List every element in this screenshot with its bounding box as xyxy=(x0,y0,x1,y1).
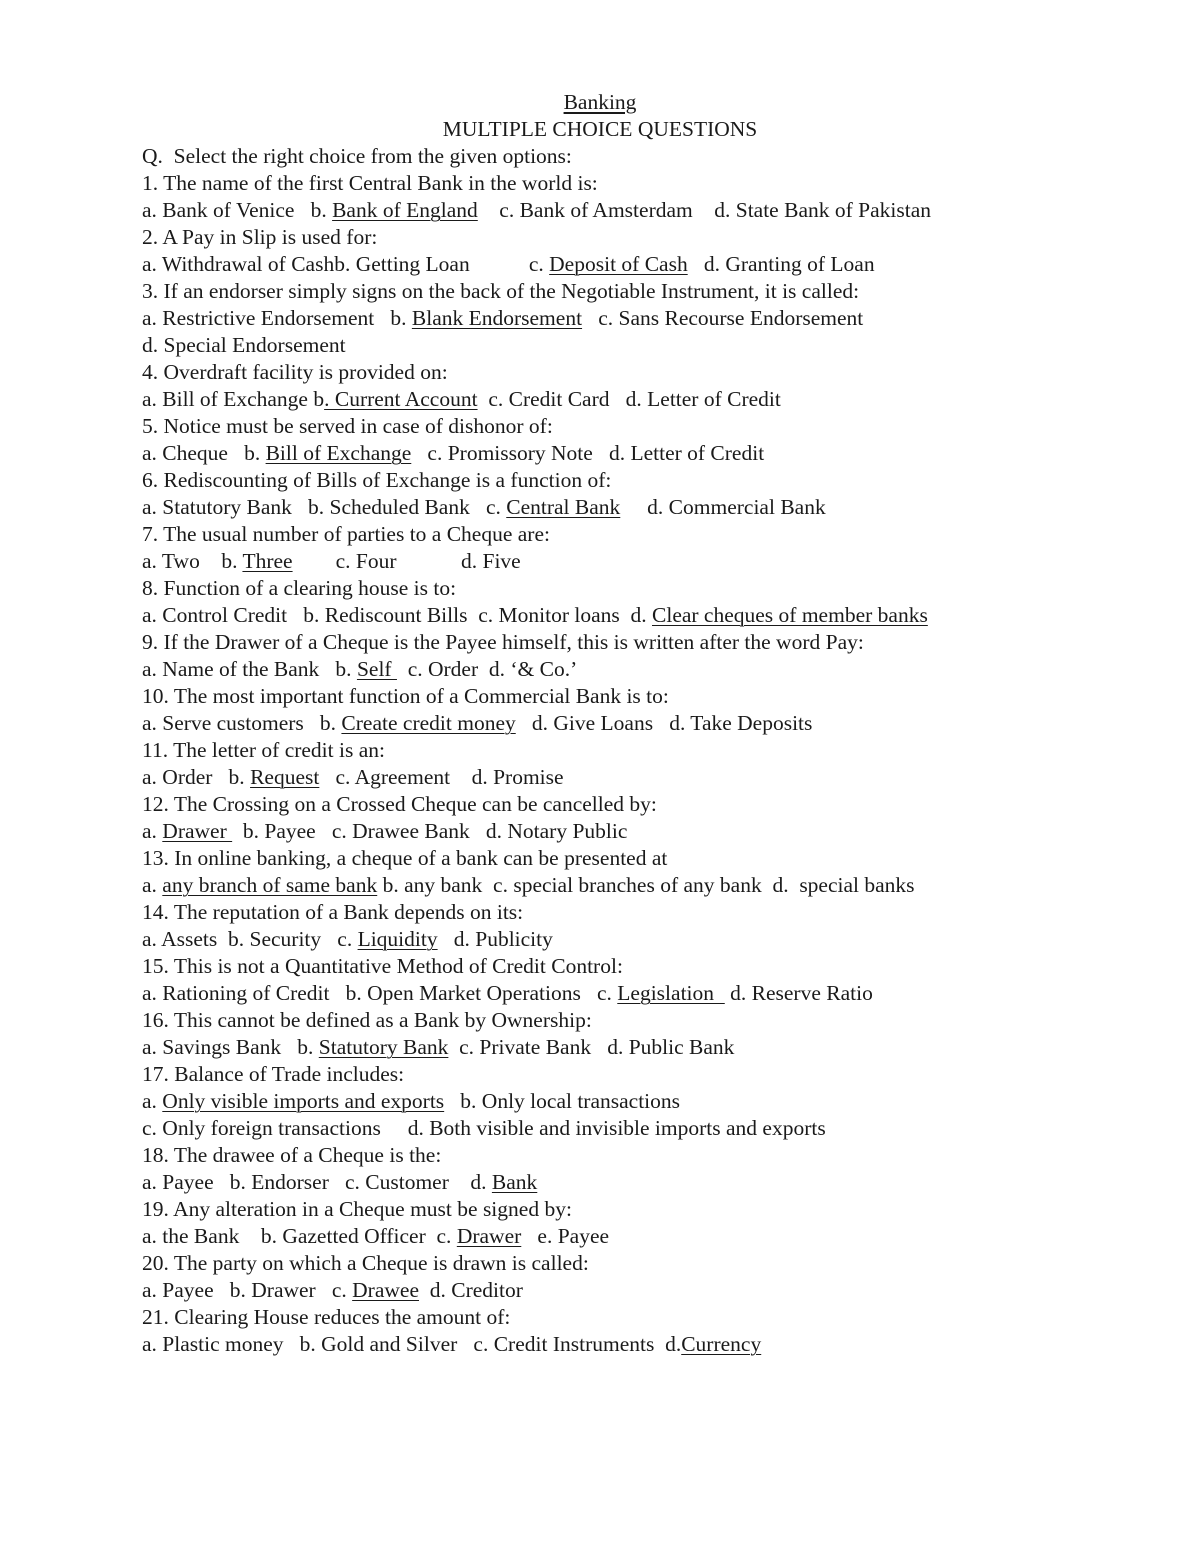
question-line xyxy=(142,1196,1142,1223)
line-text: a. xyxy=(142,1089,163,1113)
correct-answer: Clear cheques of member banks xyxy=(652,603,928,627)
question-line xyxy=(142,413,1142,440)
line-text: 13. In online banking, a cheque of a bank can be presented at xyxy=(142,846,668,870)
question-list xyxy=(142,143,1142,1358)
line-text: a. xyxy=(142,819,163,843)
correct-answer: Bill of Exchange xyxy=(265,441,412,465)
options-line xyxy=(142,980,1142,1007)
options-line xyxy=(142,818,1142,845)
correct-answer: Central Bank xyxy=(506,495,621,519)
options-line xyxy=(142,305,1142,332)
line-text: d. Publicity xyxy=(437,927,553,951)
options-line xyxy=(142,602,1142,629)
question-line xyxy=(142,143,1142,170)
options-line xyxy=(142,926,1142,953)
line-text: 4. Overdraft facility is provided on: xyxy=(142,360,448,384)
question-line xyxy=(142,1304,1142,1331)
line-text: d. Commercial Bank xyxy=(620,495,826,519)
line-text: a. Withdrawal of Cashb. Getting Loan c. xyxy=(142,252,550,276)
line-text: a. Order b. xyxy=(142,765,251,789)
line-text: b. Only local transactions xyxy=(444,1089,681,1113)
line-text: a. xyxy=(142,873,163,897)
question-line xyxy=(142,170,1142,197)
options-line xyxy=(142,548,1142,575)
options-line xyxy=(142,251,1142,278)
options-line xyxy=(142,1331,1142,1358)
correct-answer: Drawer xyxy=(456,1224,522,1248)
line-text: 10. The most important function of a Commercial Bank is to: xyxy=(142,684,669,708)
line-text: a. Rationing of Credit b. Open Market Operations c. xyxy=(142,981,618,1005)
line-text: a. Bill of Exchange b xyxy=(142,387,325,411)
correct-answer: Deposit of Cash xyxy=(549,252,688,276)
line-text: 12. The Crossing on a Crossed Cheque can be cancelled by: xyxy=(142,792,657,816)
document-title: Banking xyxy=(563,90,637,114)
correct-answer: Legislation xyxy=(617,981,725,1005)
correct-answer: Drawee xyxy=(352,1278,419,1302)
line-text: c. Promissory Note d. Letter of Credit xyxy=(411,441,765,465)
line-text: a. Statutory Bank b. Scheduled Bank c. xyxy=(142,495,507,519)
options-line xyxy=(142,1034,1142,1061)
options-line xyxy=(142,1115,1142,1142)
line-text: 19. Any alteration in a Cheque must be signed by: xyxy=(142,1197,572,1221)
line-text: c. Agreement d. Promise xyxy=(319,765,564,789)
options-line xyxy=(142,872,1142,899)
line-text: 15. This is not a Quantitative Method of Credit Control: xyxy=(142,954,623,978)
question-line xyxy=(142,278,1142,305)
correct-answer: Currency xyxy=(681,1332,762,1356)
question-line xyxy=(142,1007,1142,1034)
line-text: c. Order d. ‘& Co.’ xyxy=(396,657,578,681)
options-line xyxy=(142,440,1142,467)
options-line xyxy=(142,386,1142,413)
line-text: a. Cheque b. xyxy=(142,441,266,465)
line-text: e. Payee xyxy=(521,1224,610,1248)
correct-answer: Three xyxy=(242,549,293,573)
question-line xyxy=(142,1250,1142,1277)
options-line xyxy=(142,764,1142,791)
question-line xyxy=(142,1142,1142,1169)
question-line xyxy=(142,1061,1142,1088)
document-subtitle: MULTIPLE CHOICE QUESTIONS xyxy=(442,117,758,141)
line-text: a. the Bank b. Gazetted Officer c. xyxy=(142,1224,457,1248)
question-line xyxy=(142,467,1142,494)
correct-answer: Self xyxy=(356,657,397,681)
line-text: 16. This cannot be defined as a Bank by Ownership: xyxy=(142,1008,592,1032)
options-line xyxy=(142,494,1142,521)
correct-answer: Only visible imports and exports xyxy=(162,1089,445,1113)
options-line xyxy=(142,197,1142,224)
correct-answer: Create credit money xyxy=(341,711,516,735)
question-line xyxy=(142,683,1142,710)
line-text: a. Control Credit b. Rediscount Bills c. Monitor loans d. xyxy=(142,603,652,627)
question-line xyxy=(142,845,1142,872)
correct-answer: Liquidity xyxy=(357,927,438,951)
line-text: a. Savings Bank b. xyxy=(142,1035,319,1059)
correct-answer: Statutory Bank xyxy=(318,1035,449,1059)
correct-answer: Blank Endorsement xyxy=(411,306,583,330)
line-text: b. any bank c. special branches of any bank d. special banks xyxy=(377,873,915,897)
line-text: 2. A Pay in Slip is used for: xyxy=(142,225,378,249)
options-line xyxy=(142,710,1142,737)
line-text: 7. The usual number of parties to a Cheque are: xyxy=(142,522,550,546)
line-text: 20. The party on which a Cheque is drawn is called: xyxy=(142,1251,589,1275)
line-text: a. Name of the Bank b. xyxy=(142,657,357,681)
line-text: 11. The letter of credit is an: xyxy=(142,738,385,762)
line-text: a. Serve customers b. xyxy=(142,711,342,735)
line-text: c. Private Bank d. Public Bank xyxy=(448,1035,735,1059)
line-text: a. Plastic money b. Gold and Silver c. Credit Instruments d. xyxy=(142,1332,682,1356)
line-text: d. Give Loans d. Take Deposits xyxy=(515,711,813,735)
line-text: 3. If an endorser simply signs on the back of the Negotiable Instrument, it is called: xyxy=(142,279,860,303)
line-text: c. Only foreign transactions d. Both visible and invisible imports and exports xyxy=(142,1116,826,1140)
options-line xyxy=(142,1088,1142,1115)
question-line xyxy=(142,575,1142,602)
line-text: 6. Rediscounting of Bills of Exchange is a function of: xyxy=(142,468,612,492)
line-text: 21. Clearing House reduces the amount of: xyxy=(142,1305,511,1329)
line-text: c. Sans Recourse Endorsement xyxy=(582,306,864,330)
line-text: c. Credit Card d. Letter of Credit xyxy=(477,387,781,411)
options-line xyxy=(142,1223,1142,1250)
correct-answer: any branch of same bank xyxy=(162,873,378,897)
question-line xyxy=(142,953,1142,980)
options-line xyxy=(142,656,1142,683)
line-text: d. Creditor xyxy=(418,1278,523,1302)
line-text: a. Assets b. Security c. xyxy=(142,927,358,951)
question-line xyxy=(142,737,1142,764)
options-line xyxy=(142,1277,1142,1304)
line-text: b. Payee c. Drawee Bank d. Notary Public xyxy=(232,819,628,843)
options-line xyxy=(142,1169,1142,1196)
correct-answer: Bank of England xyxy=(332,198,478,222)
line-text: a. Two b. xyxy=(142,549,243,573)
line-text: Q. Select the right choice from the given options: xyxy=(142,144,572,168)
question-line xyxy=(142,791,1142,818)
line-text: 14. The reputation of a Bank depends on its: xyxy=(142,900,524,924)
question-line xyxy=(142,224,1142,251)
question-line xyxy=(142,629,1142,656)
line-text: 17. Balance of Trade includes: xyxy=(142,1062,405,1086)
line-text: a. Payee b. Endorser c. Customer d. xyxy=(142,1170,492,1194)
options-line xyxy=(142,332,1142,359)
line-text: a. Payee b. Drawer c. xyxy=(142,1278,353,1302)
line-text: 5. Notice must be served in case of dishonor of: xyxy=(142,414,553,438)
correct-answer: . Current Account xyxy=(324,387,478,411)
line-text: d. Reserve Ratio xyxy=(724,981,873,1005)
line-text: 9. If the Drawer of a Cheque is the Payee himself, this is written after the word Pay: xyxy=(142,630,864,654)
line-text: 1. The name of the first Central Bank in the world is: xyxy=(142,171,598,195)
correct-answer: Request xyxy=(250,765,320,789)
question-line xyxy=(142,359,1142,386)
line-text: 8. Function of a clearing house is to: xyxy=(142,576,457,600)
line-text: 18. The drawee of a Cheque is the: xyxy=(142,1143,442,1167)
line-text: a. Restrictive Endorsement b. xyxy=(142,306,412,330)
line-text: d. Special Endorsement xyxy=(142,333,346,357)
correct-answer: Bank xyxy=(491,1170,538,1194)
line-text: c. Four d. Five xyxy=(292,549,521,573)
line-text: a. Bank of Venice b. xyxy=(142,198,333,222)
line-text: d. Granting of Loan xyxy=(687,252,875,276)
line-text: c. Bank of Amsterdam d. State Bank of Pakistan xyxy=(477,198,932,222)
correct-answer: Drawer xyxy=(162,819,233,843)
question-line xyxy=(142,521,1142,548)
question-line xyxy=(142,899,1142,926)
